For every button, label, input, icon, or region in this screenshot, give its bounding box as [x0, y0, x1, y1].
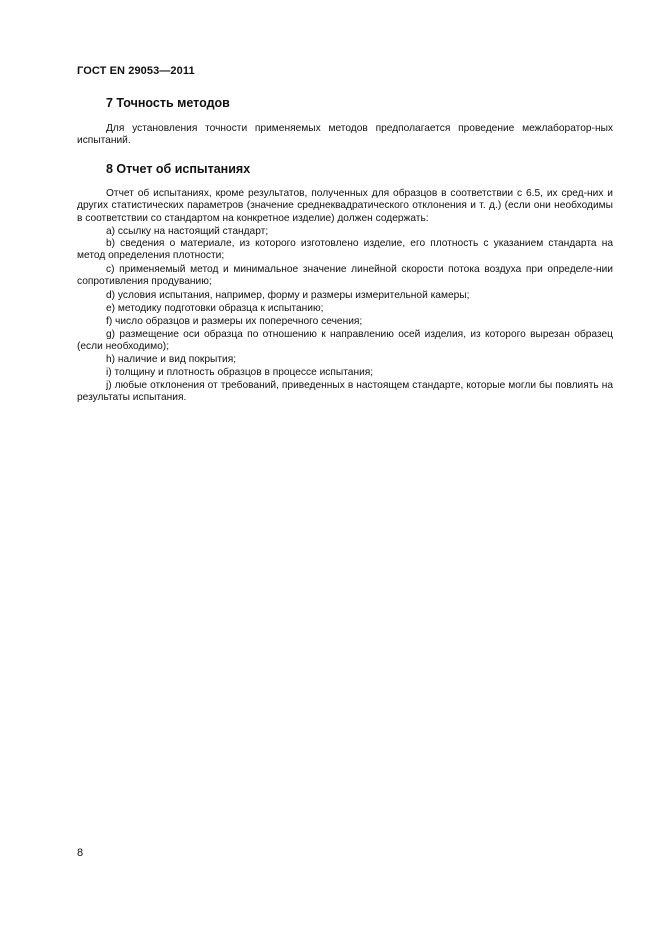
section-8-heading: 8 Отчет об испытаниях: [106, 162, 251, 176]
section-8-intro: Отчет об испытаниях, кроме результатов, полученных для образцов в соответствии с 6.5, их сред-них и других статистических параметров (значение среднеквадратического отклонения и т. д.) (если они необходимы в соответствии со стандартом на конкретное изделие) должен содержать:: [77, 188, 613, 224]
list-item-c: c) применяемый метод и минимальное значение линейной скорости потока воздуха при определе-нии сопротивления продуванию;: [77, 264, 613, 288]
list-item-h: h) наличие и вид покрытия;: [106, 354, 237, 365]
list-item-b: b) сведения о материале, из которого изготовлено изделие, его плотность с указанием стандарта на метод определения плотности;: [77, 238, 613, 262]
list-item-d: d) условия испытания, например, форму и размеры измерительной камеры;: [106, 290, 470, 301]
list-item-e: e) методику подготовки образца к испытанию;: [106, 303, 324, 314]
section-7-heading: 7 Точность методов: [106, 96, 230, 110]
list-item-i: i) толщину и плотность образцов в процессе испытания;: [106, 367, 374, 378]
list-item-j: j) любые отклонения от требований, приведенных в настоящем стандарте, которые могли бы повлиять на результаты испытания.: [77, 380, 613, 404]
list-item-f: f) число образцов и размеры их поперечного сечения;: [106, 316, 363, 327]
section-7-paragraph: Для установления точности применяемых методов предполагается проведение межлаборатор-ных испытаний.: [77, 123, 613, 147]
list-item-g: g) размещение оси образца по отношению к направлению осей изделия, из которого вырезан образец (если необходимо);: [77, 329, 613, 353]
list-item-a: a) ссылку на настоящий стандарт;: [106, 226, 269, 237]
standard-designation: ГОСТ EN 29053—2011: [77, 65, 195, 77]
page-number: 8: [77, 847, 84, 859]
